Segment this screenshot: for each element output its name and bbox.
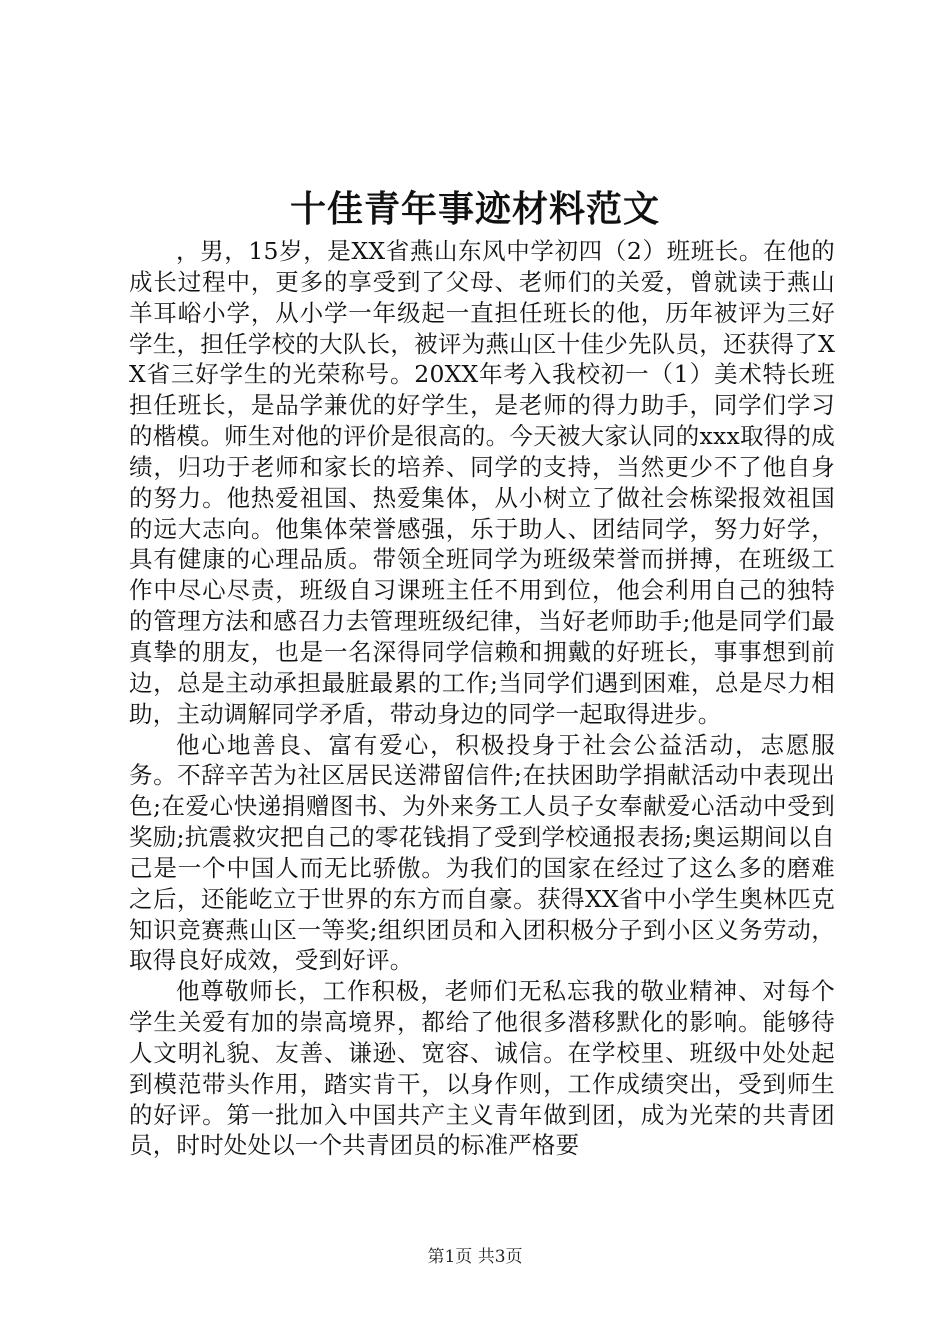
page-footer: 第1页 共3页 — [427, 1247, 523, 1267]
paragraph-3: 他尊敬师长，工作积极，老师们无私忘我的敬业精神、对每个学生关爱有加的崇高境界，都给了他很多潜移默化的影响。能够待人文明礼貌、友善、谦逊、宽容、诚信。在学校里、班级中处处起到模范带头作用，踏实肯干，以身作则，工作成绩突出，受到师生的好评。第一批加入中国共产主义青年做到团，成为光荣的共青团员，时时处处以一个共青团员的标准严格要 — [129, 977, 835, 1160]
paragraph-1: ，男，15岁，是XX省燕山东风中学初四（2）班班长。在他的成长过程中，更多的享受到了父母、老师们的关爱，曾就读于燕山羊耳峪小学，从小学一年级起一直担任班长的他，历年被评为三好学生，担任学校的大队长，被评为燕山区十佳少先队员，还获得了XX省三好学生的光荣称号。20XX年考入我校初一（1）美术特长班担任班长，是品学兼优的好学生，是老师的得力助手，同学们学习的楷模。师生对他的评价是很高的。今天被大家认同的xxx取得的成绩，归功于老师和家长的培养、同学的支持，当然更少不了他自身的努力。他热爱祖国、热爱集体，从小树立了做社会栋梁报效祖国的远大志向。他集体荣誉感强，乐于助人、团结同学，努力好学，具有健康的心理品质。带领全班同学为班级荣誉而拼搏，在班级工作中尽心尽责，班级自习课班主任不用到位，他会利用自己的独特的管理方法和感召力去管理班级纪律，当好老师助手;他是同学们最真挚的朋友，也是一名深得同学信赖和拥戴的好班长，事事想到前边，总是主动承担最脏最累的工作;当同学们遇到困难，总是尽力相助，主动调解同学矛盾，带动身边的同学一起取得进步。 — [129, 237, 835, 728]
paragraph-2: 他心地善良、富有爱心，积极投身于社会公益活动，志愿服务。不辞辛苦为社区居民送滞留信件;在扶困助学捐献活动中表现出色;在爱心快递捐赠图书、为外来务工人员子女奉献爱心活动中受到奖励;抗震救灾把自己的零花钱捐了受到学校通报表扬;奥运期间以自己是一个中国人而无比骄傲。为我们的国家在经过了这么多的磨难之后，还能屹立于世界的东方而自豪。获得XX省中小学生奥林匹克知识竞赛燕山区一等奖;组织团员和入团积极分子到小区义务劳动，取得良好成效，受到好评。 — [129, 730, 835, 975]
document-title: 十佳青年事迹材料范文 — [289, 188, 660, 230]
document-body — [129, 236, 835, 1161]
